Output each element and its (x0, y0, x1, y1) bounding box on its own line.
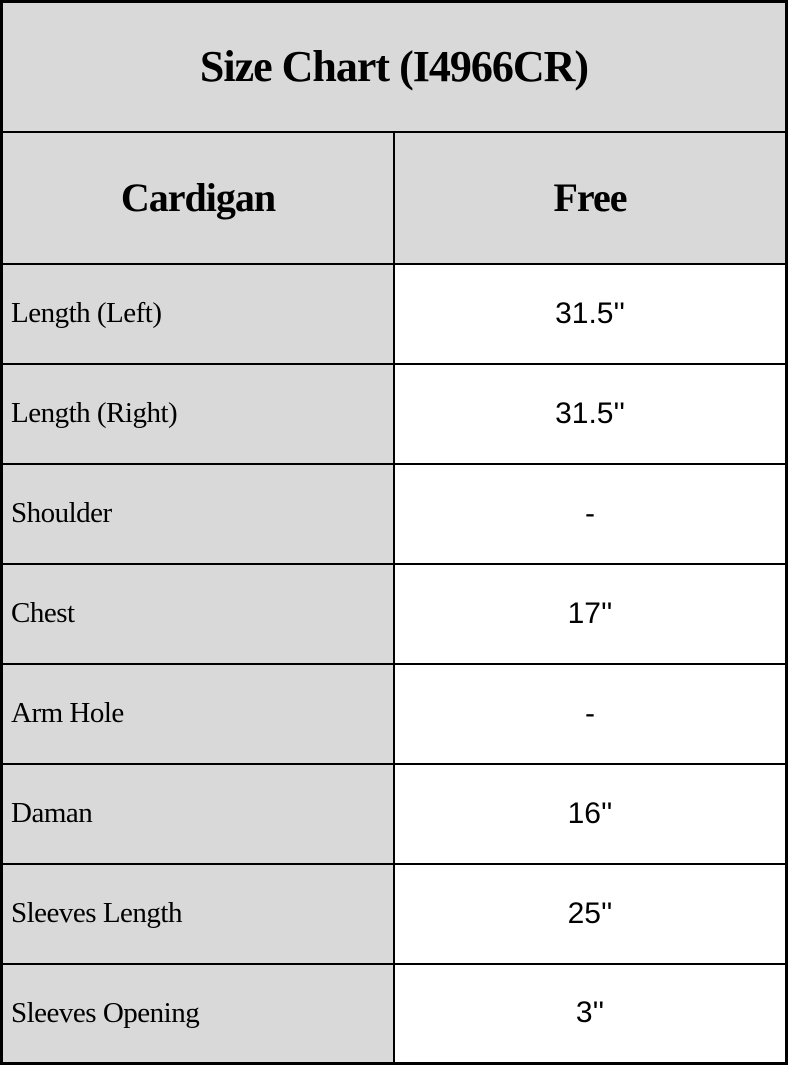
table-row (2, 464, 787, 564)
table-row (2, 664, 787, 764)
measurement-label: Shoulder (2, 464, 395, 564)
measurement-value: 25'' (394, 864, 787, 964)
table-row (2, 764, 787, 864)
measurement-value: - (394, 464, 787, 564)
measurement-value: 16'' (394, 764, 787, 864)
measurement-label: Daman (2, 764, 395, 864)
measurement-label: Chest (2, 564, 395, 664)
title-row (2, 2, 787, 132)
measurement-value: - (394, 664, 787, 764)
measurement-label: Sleeves Opening (2, 964, 395, 1064)
size-chart-title: Size Chart (I4966CR) (2, 2, 787, 132)
measurement-label: Length (Left) (2, 264, 395, 364)
column-header-size: Free (394, 132, 787, 264)
table-row (2, 964, 787, 1064)
table-row (2, 864, 787, 964)
measurement-label: Arm Hole (2, 664, 395, 764)
measurement-label: Sleeves Length (2, 864, 395, 964)
column-header-garment: Cardigan (2, 132, 395, 264)
measurement-value: 31.5'' (394, 264, 787, 364)
measurement-value: 3'' (394, 964, 787, 1064)
table-row (2, 564, 787, 664)
table-row (2, 264, 787, 364)
measurement-label: Length (Right) (2, 364, 395, 464)
table-row (2, 364, 787, 464)
header-row (2, 132, 787, 264)
measurement-value: 17'' (394, 564, 787, 664)
measurement-value: 31.5'' (394, 364, 787, 464)
